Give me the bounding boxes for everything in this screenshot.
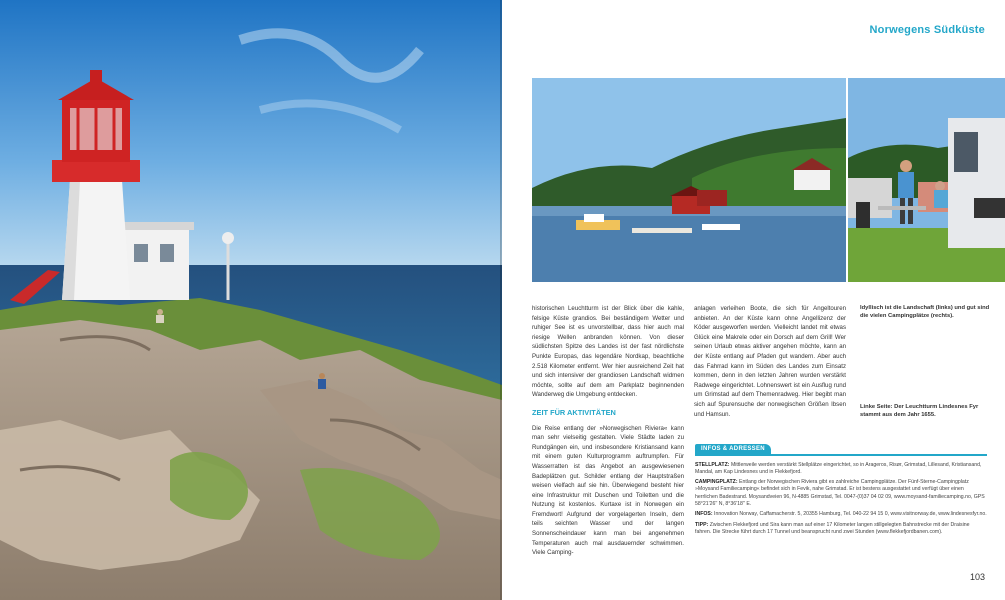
- info-box-title: INFOS & ADRESSEN: [695, 444, 771, 454]
- paragraph: anlagen verleihen Boote, die sich für Angeltouren anbieten. An der Küste kann ohne Angellizenz der Köder ausgeworfen werden. Vielleicht landet mit etwas Glück eine Makrele oder ein Dorsch auf dem Grill! Wer seinen Urlaub etwas aktiver angehen möchte, kann an der Küste entlang auf Pfaden gut wandern. Aber auch das Fahrrad kann im Süden des Landes zum Einsatz kommen, denn in den letzten Jahren wurden verstärkt Radwege eingerichtet. Lohnenswert ist ein Ausflug rund um Grimstad auf dem Themenradweg. Hier begibt man sich auf Spurensuche der norwegischen Größen Ibsen und Hamsun.: [694, 305, 846, 418]
- text-column-1: [532, 304, 684, 558]
- info-entry-campingplatz: [695, 479, 987, 508]
- lighthouse-photo: [0, 0, 502, 600]
- camping-photo: [848, 78, 1005, 282]
- text-column-2: [694, 304, 846, 419]
- info-label: TIPP:: [695, 521, 709, 528]
- info-text: Zwischen Flekkefjord und Sira kann man auf einer 17 Kilometer langen stillgelegten Bahnstrecke mit der Draisine fahren. Die Strecke führt durch 17 Tunnel und beansprucht rund zwei Stunden (www.flekkefjordbanen.com).: [695, 521, 970, 535]
- info-text: Entlang der Norwegischen Riviera gibt es zahlreiche Campingplätze. Der Fünf-Sterne-Campingplatz »Moysand Familiecamping« befindet sich in Fevik, nahe Grimstad. Er ist bestens ausgestattet und verfügt über einen herrlichen Badestrand. Moysandveien 96, N-4885 Grimstad, Tel. 0047-(0)37 04 02 09, www.moysand-familiecamping.no, GPS 58°21'26'' N, 8°36'18'' E.: [695, 479, 985, 507]
- info-entry-tipp: [695, 522, 987, 537]
- page-number: 103: [969, 572, 985, 582]
- info-label: CAMPINGPLATZ:: [695, 479, 738, 486]
- info-entry-stellplatz: [695, 462, 987, 477]
- paragraph: historischen Leuchtturm ist der Blick über die kahle, felsige Küste grandios. Bei beständigem Wetter und ruhiger See ist es unvorstellbar, dass hier auch mal riesige Wellen anbranden können. Von dieser südlichsten Spitze des Landes ist der fast nördlichste Punkte Europas, das legendäre Nordkap, beachtliche 2.518 Kilometer entfernt. Wer hier ausreichend Zeit hat und sich intensiver der grandiosen Landschaft widmen möchte, sollte auf dem am Parkplatz beginnenden Wanderweg die Umgebung entdecken.: [532, 305, 684, 399]
- bay-photo: [532, 78, 846, 282]
- info-text: Mittlerweile werden verstärkt Stellplätze eingerichtet, so in Arageros, Risør, Grimstad, Lillesand, Kristiansand, Mandal, am Kap Lindesnes und in Flekkefjord.: [695, 461, 982, 475]
- caption-left-photo: Linke Seite: Der Leuchtturm Lindesnes Fyr stammt aus dem Jahr 1655.: [860, 404, 979, 418]
- info-box: [695, 437, 987, 539]
- info-text: Innovation Norway, Caffamacherstr. 5, 20355 Hamburg, Tel. 040-22 94 15 0, www.visitnorway.de, www.lindesnesfyr.no.: [714, 511, 987, 518]
- right-page: [502, 0, 1005, 600]
- paragraph: Die Reise entlang der »Norwegischen Riviera« kann man sehr vielseitig gestalten. Viele Städte laden zu Rundgängen ein, und insbesondere Kristiansand kann mit einem guten Kulturprogramm auftrumpfen. Für Wasserratten ist das Angebot an ausgewiesenen Badeplätzen gut. Schilder entlang der Hauptstraßen weisen vielfach auf sie hin. Überwiegend besteht hier eine Infrastruktur mit Duschen und Toiletten und die Nutzung ist kostenlos. Kurtaxe ist in Norwegen ein Fremdwort! Aufgrund der vorgelagerten Inseln, dem teils seichten Wasser und der langen Sonnenscheindauer kann man bei angenehmen Temperaturen auch mal ausdauernder schwimmen. Viele Camping-: [532, 424, 684, 557]
- lighthouse-illustration: [0, 0, 502, 600]
- info-entry-infos: [695, 511, 987, 518]
- subheading-activities: ZEIT FÜR AKTIVITÄTEN: [532, 407, 616, 417]
- info-box-divider: [695, 454, 987, 456]
- section-title: Norwegens Südküste: [869, 24, 985, 36]
- caption-right-photos: Idyllisch ist die Landschaft (links) und gut sind die vielen Campingplätze (rechts).: [860, 305, 990, 319]
- info-label: STELLPLATZ:: [695, 461, 730, 468]
- info-label: INFOS:: [695, 511, 713, 518]
- info-list: [695, 462, 987, 537]
- camping-photo-illustration: [848, 78, 1005, 282]
- bay-photo-illustration: [532, 78, 846, 282]
